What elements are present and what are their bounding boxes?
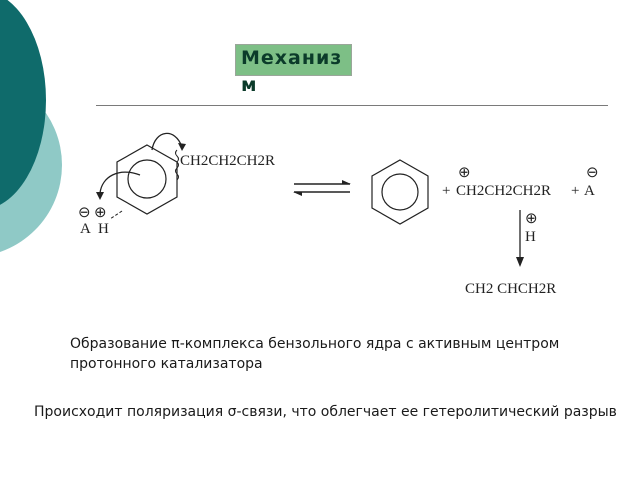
proton-shift-label: H bbox=[525, 229, 536, 245]
plus-sign-1: + bbox=[442, 183, 451, 199]
plus-sign-2: + bbox=[571, 183, 580, 199]
pi-interaction-dash bbox=[110, 211, 122, 219]
hydride-shift-arrow bbox=[516, 210, 524, 267]
equilibrium-arrows bbox=[293, 180, 351, 196]
reactant-chain-label: CH2CH2CH2R bbox=[180, 153, 276, 169]
curved-arrow-top bbox=[152, 133, 182, 150]
catalyst-anion-charge: ⊖ bbox=[78, 205, 91, 221]
cation-charge: ⊕ bbox=[458, 165, 471, 181]
catalyst-proton-label: H bbox=[98, 221, 109, 237]
reaction-scheme bbox=[60, 115, 620, 305]
product-benzene-ring bbox=[372, 160, 428, 224]
paragraph-pi-complex: Образование π-комплекса бензольного ядра с активным центром протонного катализатора bbox=[70, 336, 560, 372]
paragraph-polarization: Происходит поляризация σ-связи, что облегчает ее гетеролитический разрыв bbox=[34, 404, 617, 420]
anion-product-charge: ⊖ bbox=[586, 165, 599, 181]
catalyst-proton-charge: ⊕ bbox=[94, 205, 107, 221]
cation-label: CH2CH2CH2R bbox=[456, 183, 552, 199]
catalyst-anion-label: A bbox=[80, 221, 91, 237]
curved-arrow-left bbox=[100, 172, 140, 193]
anion-product-label: A bbox=[584, 183, 595, 199]
curved-arrow-left-head bbox=[96, 192, 104, 200]
curved-arrow-top-head bbox=[178, 143, 186, 151]
reactant-benzene-ring bbox=[117, 145, 177, 214]
proton-shift-charge: ⊕ bbox=[525, 211, 538, 227]
alkene-product-label: CH2 CHCH2R bbox=[465, 281, 557, 297]
slide-title: Механизм bbox=[241, 47, 343, 96]
title-divider bbox=[96, 105, 608, 106]
